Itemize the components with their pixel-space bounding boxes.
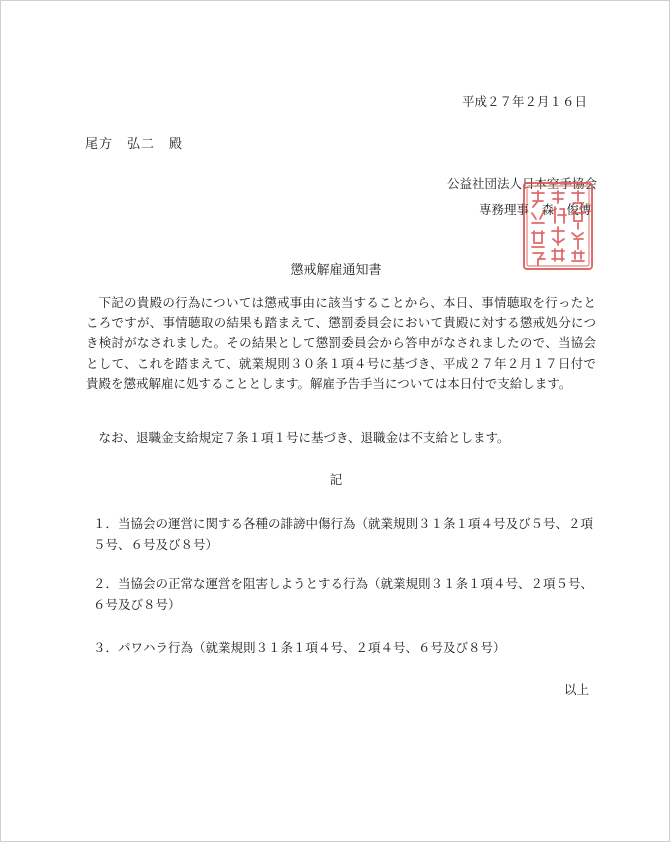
document-title: 懲戒解雇通知書 [290, 263, 382, 278]
sender-organization: 公益社団法人日本空手協会 [447, 176, 598, 191]
body-paragraph-2: なお、退職金支給規定７条１項１号に基づき、退職金は不支給とします。 [98, 430, 510, 445]
addressee-name: 尾方 弘二 殿 [85, 137, 184, 152]
ki-heading: 記 [329, 472, 343, 487]
sender-director: 専務理事 森 俊博 [479, 202, 592, 217]
official-seal-stamp [522, 181, 594, 271]
body-paragraph-1: 下記の貴殿の行為については懲戒事由に該当することから、本日、事情聴取を行ったところですが、事情聴取の結果も踏まえて、懲罰委員会において貴殿に対する懲戒処分につき検討がなされました。その結果として懲罰委員会から答申がなされましたので、当協会として、これを踏まえて、就業規則３０条１項４号に基づき、平成２７年２月１７日付で貴殿を懲戒解雇に処することとします。解雇予告手当については本日付で支給します。 [86, 295, 596, 391]
list-item-2: ２．当協会の正常な運営を阻害しようとする行為（就業規則３１条１項４号、２項５号、６号及び８号） [93, 576, 594, 612]
list-item-3: ３．パワハラ行為（就業規則３１条１項４号、２項４号、６号及び８号） [93, 640, 506, 655]
list-item-1: １．当協会の運営に関する各種の誹謗中傷行為（就業規則３１条１項４号及び５号、２項５号、６号及び８号） [93, 516, 594, 552]
document-date: 平成２７年２月１６日 [461, 94, 587, 109]
closing-mark: 以上 [563, 682, 589, 697]
